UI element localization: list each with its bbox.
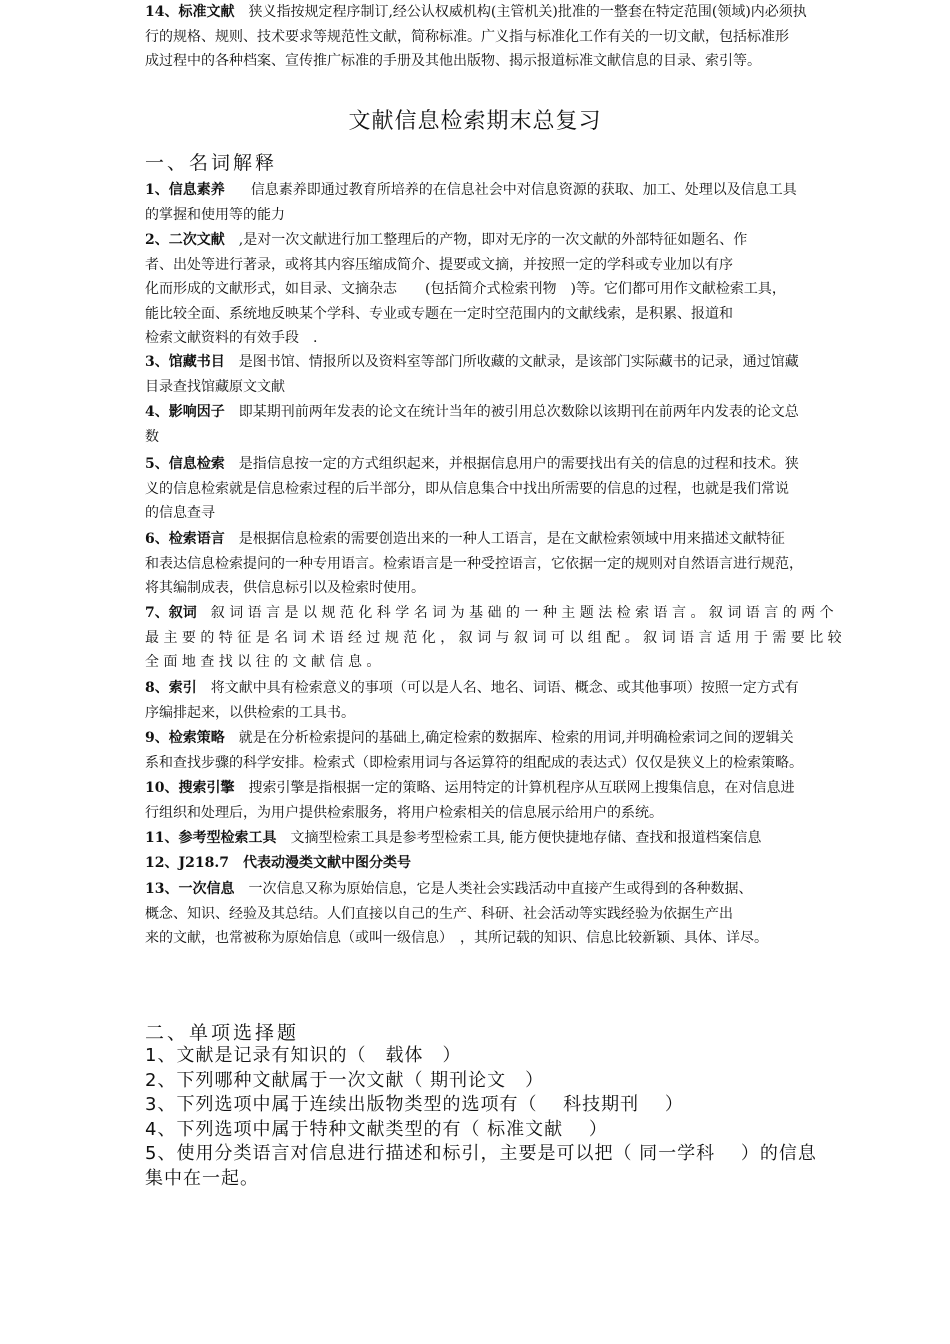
term-name: 7、叙词 — [145, 605, 197, 621]
definition-item — [145, 826, 815, 851]
definition-item — [145, 776, 815, 825]
definition-text: 目录查找馆藏原文文献 — [145, 378, 285, 395]
definition-text: 将其编制成表，供信息标引以及检索时使用。 — [145, 580, 425, 596]
choice-question: 4、下列选项中属于特种文献类型的有（ 标准文献 ） — [145, 1118, 608, 1140]
definition-text: 系和查找步骤的科学安排。检索式（即检索用词与各运算符的组配成的表达式）仅仅是狭义上的检索策略。 — [145, 754, 803, 771]
definition-text: 的信息查寻 — [145, 505, 215, 521]
definition-text: 信息素养即通过教育所培养的在信息社会中对信息资源的获取、加工、处理以及信息工具 — [250, 182, 797, 198]
definition-item — [145, 400, 815, 449]
definition-line — [145, 801, 815, 826]
definition-line — [145, 576, 815, 601]
definition-text: 数 — [145, 428, 159, 445]
term-name: 1、信息素养 — [145, 182, 225, 198]
definition-line — [145, 326, 815, 351]
term-name: 12、J218.7 代表动漫类文献中图分类号 — [145, 855, 411, 871]
definition-text: 全 面 地 查 找 以 往 的 文 献 信 息 。 — [145, 654, 381, 670]
definition-item — [145, 726, 815, 775]
definition-item — [145, 350, 815, 399]
definition-item — [145, 228, 815, 351]
definition-text: 就是在分析检索提问的基础上,确定检索的数据库、检索的用词,并明确检索词之间的逻辑关 — [238, 730, 794, 746]
definition-line — [145, 477, 815, 502]
definition-text: 狭义指按规定程序制订,经公认权威机构(主管机关)批准的一整套在特定范围(领域)内必须执 — [248, 4, 807, 20]
term-name: 14、标准文献 — [145, 4, 235, 20]
definition-line — [145, 501, 815, 526]
term-name: 2、二次文献 — [145, 232, 225, 248]
definition-text: 概念、知识、经验及其总结。人们直接以自己的生产、科研、社会活动等实践经验为依据生产出 — [145, 905, 733, 922]
term-name: 13、一次信息 — [145, 881, 235, 897]
definition-line — [145, 776, 815, 801]
definition-line — [145, 277, 815, 302]
definition-text: 叙 词 语 言 是 以 规 范 化 科 学 名 词 为 基 础 的 一 种 主 题 法 检 索 语 言 。 叙 词 语 言 的 两 个 — [210, 605, 834, 621]
section-heading-choices: 二、单项选择题 — [145, 1022, 300, 1044]
definition-text: ,是对一次文献进行加工整理后的产物，即对无序的一次文献的外部特征如题名、作 — [238, 232, 748, 248]
definition-text: 序编排起来，以供检索的工具书。 — [145, 704, 355, 721]
definition-text: 成过程中的各种档案、宣传推广标准的手册及其他出版物、揭示报道标准文献信息的目录、索引等。 — [145, 53, 761, 69]
definition-text: 搜索引擎是指根据一定的策略、运用特定的计算机程序从互联网上搜集信息，在对信息进 — [248, 780, 795, 796]
definition-text: 行组织和处理后，为用户提供检索服务，将用户检索相关的信息展示给用户的系统。 — [145, 804, 663, 821]
definition-line — [145, 701, 815, 726]
choice-questions — [145, 1044, 825, 1191]
definition-line — [145, 851, 815, 876]
definition-line — [145, 49, 815, 74]
definition-line — [145, 0, 815, 25]
definition-text: 化而形成的文献形式，如目录、文摘杂志 (包括简介式检索刊物 )等。它们都可用作文献检索工具， — [145, 281, 786, 297]
definition-line — [145, 552, 815, 577]
term-name: 11、参考型检索工具 — [145, 830, 277, 846]
term-name: 9、检索策略 — [145, 730, 225, 746]
document-title: 文献信息检索期末总复习 — [348, 109, 602, 134]
definition-item — [145, 527, 815, 601]
term-name: 3、馆藏书目 — [145, 354, 225, 370]
definition-item — [145, 452, 815, 526]
choice-question: 2、下列哪种文献属于一次文献（ 期刊论文 ） — [145, 1069, 545, 1091]
definition-text: 者、出处等进行著录，或将其内容压缩成简介、提要或文摘，并按照一定的学科或专业加以有序 — [145, 256, 733, 273]
definition-line — [145, 425, 815, 450]
term-name: 10、搜索引擎 — [145, 780, 235, 796]
choice-question-continuation: 集中在一起。 — [145, 1167, 259, 1189]
definition-text: 文摘型检索工具是参考型检索工具, 能方便快捷地存储、查找和报道档案信息 — [290, 830, 762, 846]
definition-line — [145, 203, 815, 228]
definition-line — [145, 25, 815, 50]
term-name: 8、索引 — [145, 680, 197, 696]
definition-line — [145, 877, 815, 902]
definition-text: 即某期刊前两年发表的论文在统计当年的被引用总次数除以该期刊在前两年内发表的论文总 — [238, 404, 799, 420]
definition-line — [145, 826, 815, 851]
term-name: 4、影响因子 — [145, 404, 225, 420]
term-name: 6、检索语言 — [145, 531, 225, 547]
definition-item — [145, 851, 815, 876]
definition-line — [145, 350, 815, 375]
definition-text: 最 主 要 的 特 征 是 名 词 术 语 经 过 规 范 化 ， 叙 词 与 叙 词 可 以 组 配 。 叙 词 语 言 适 用 于 需 要 比 较 — [145, 629, 842, 646]
term-name: 5、信息检索 — [145, 456, 225, 472]
definition-item — [145, 0, 815, 74]
definition-line — [145, 527, 815, 552]
definition-text: 来的文献，也常被称为原始信息（或叫一级信息） ，其所记载的知识、信息比较新颖、具体、详尽。 — [145, 930, 768, 946]
definition-text: 义的信息检索就是信息检索过程的后半部分，即从信息集合中找出所需要的信息的过程，也就是我们常说 — [145, 480, 789, 497]
definition-line — [145, 751, 815, 776]
definition-text: 是图书馆、情报所以及资料室等部门所收藏的文献录，是该部门实际藏书的记录，通过馆藏 — [238, 354, 799, 370]
definition-line — [145, 452, 815, 477]
definition-text: 是指信息按一定的方式组织起来，并根据信息用户的需要找出有关的信息的过程和技术。狭 — [238, 456, 799, 472]
definition-text: 是根据信息检索的需要创造出来的一种人工语言，是在文献检索领域中用来描述文献特征 — [238, 531, 785, 547]
definition-line — [145, 228, 815, 253]
definition-text: 行的规格、规则、技术要求等规范性文献，简称标准。广义指与标准化工作有关的一切文献，包括标准形 — [145, 28, 789, 45]
definition-line — [145, 902, 815, 927]
definition-line — [145, 375, 815, 400]
definition-line — [145, 400, 815, 425]
definition-line — [145, 253, 815, 278]
section-heading-definitions: 一、名词解释 — [145, 152, 278, 174]
choice-question: 3、下列选项中属于连续出版物类型的选项有（ 科技期刊 ） — [145, 1094, 684, 1115]
definition-line — [145, 178, 815, 203]
definition-item — [145, 601, 842, 675]
definition-item — [145, 676, 815, 725]
definition-item — [145, 877, 815, 951]
definition-line — [145, 726, 815, 751]
definition-line — [145, 626, 842, 651]
definition-line — [145, 926, 815, 951]
definition-line — [145, 650, 815, 675]
definition-text: 的掌握和使用等的能力 — [145, 206, 285, 223]
definition-line — [145, 302, 815, 327]
definition-text: 能比较全面、系统地反映某个学科、专业或专题在一定时空范围内的文献线索，是积累、报道和 — [145, 305, 733, 322]
definition-line — [145, 601, 834, 626]
definition-text: 将文献中具有检索意义的事项（可以是人名、地名、词语、概念、或其他事项）按照一定方式有 — [210, 680, 799, 696]
definition-item — [145, 178, 815, 227]
choice-question: 1、文献是记录有知识的（ 载体 ） — [145, 1045, 462, 1066]
definition-text: 一次信息又称为原始信息，它是人类社会实践活动中直接产生或得到的各种数据、 — [248, 881, 753, 897]
definition-line — [145, 676, 815, 701]
definition-text: 检索文献资料的有效手段 . — [145, 330, 318, 346]
definition-text: 和表达信息检索提问的一种专用语言。检索语言是一种受控语言，它依据一定的规则对自然语言进行规范， — [145, 555, 803, 572]
choice-question: 5、使用分类语言对信息进行描述和标引，主要是可以把（ 同一学科 ）的信息 — [145, 1143, 817, 1164]
